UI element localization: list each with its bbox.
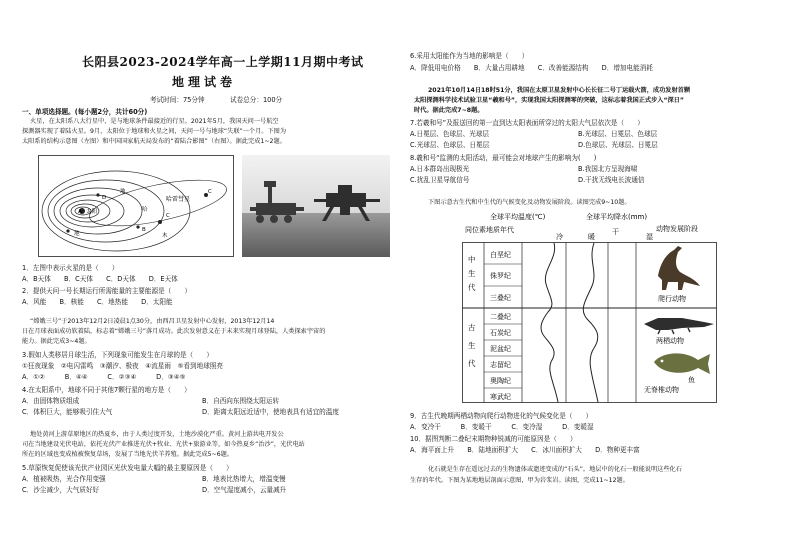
precipitation-curve: [583, 243, 598, 402]
period-label: 侏罗纪: [490, 272, 511, 280]
passage-line: 能力。据此完成3~4题。: [22, 338, 91, 345]
passage-line: 时代。据此完成7~8题。: [414, 107, 484, 114]
question-3-options: A．①② B．④④ C．②③④ D．③④⑤: [22, 373, 186, 381]
intro-line: 火星，在太阳系八大行星中，是与地球条件最接近的行星。2021年5月，我国天问一号航空: [30, 118, 279, 125]
mars-landing-photo: [242, 155, 390, 257]
passage-line: 化石就是生存在遥远过去的生物遗体或遗迹变成的“石头”。地层中的化石一般能说明这些化石: [428, 466, 682, 473]
diagram-label: 哈: [142, 207, 148, 213]
chart-header-rain: 全球平均降水(mm): [586, 213, 648, 221]
period-label: 奥陶纪: [490, 377, 511, 385]
diagram-label: D: [102, 195, 107, 201]
question-4: 4.在太阳系中，地球不同于其他7颗行星的地方是（ ）: [22, 386, 191, 394]
period-label: 白垩纪: [490, 251, 511, 259]
passage-line: 地处黄河上游草原地区的热夏乡，由于人类过度开发，土地沙漠化严重。黄河上游共电开发公: [30, 431, 284, 438]
exam-score: 试卷总分：100分: [230, 96, 283, 104]
diagram-label: C: [208, 189, 212, 195]
question-2-options: A．风能 B．核能 C．地热能 D．太阳能: [22, 298, 173, 306]
diagram-label: 木: [162, 233, 168, 239]
question-5-option-d: D．空气湿度减小，云量减升: [202, 486, 287, 494]
geological-climate-chart: [462, 210, 720, 408]
question-9-options: A．变冷干 B．变暖干 C．变冷湿 D．变暖湿: [410, 423, 594, 431]
period-label: 寒武纪: [490, 393, 511, 401]
question-10: 10．据图判断二叠纪末期物种锐减的可能原因是（ ）: [410, 435, 577, 443]
period-label: 泥盆纪: [490, 345, 511, 353]
chart-header-dry: 干: [612, 228, 619, 236]
era-mesozoic: 中生代: [468, 255, 476, 292]
era-paleozoic: 古生代: [468, 323, 476, 368]
question-5-option-c: C．沙尘减少，大气质好好: [22, 486, 100, 494]
diagram-label: 地: [74, 231, 80, 237]
passage-line: “嫦娥三号”于2013年12月2日凌晨1点30分，由西昌卫星发射中心发射，2013年12月14: [30, 318, 275, 325]
question-1-options: A．B天体 B．C天体 C．D天体 D．E天体: [22, 275, 178, 283]
passage-line: 2021年10月14日18时51分，我国在太原卫星发射中心长长征二号丁运载火箭，成功发射首颗: [428, 87, 691, 94]
question-9: 9．古生代晚期两栖动物向爬行动物进化的气候变化是（ ）: [410, 412, 593, 420]
question-7-option-d: D.色球层、光球层、日冕层: [578, 141, 658, 149]
question-7-option-a: A.日冕层、色球层、光球层: [410, 130, 490, 138]
question-3-items: ①狂夜现象 ②电闪雷鸣 ③潮汐、极夜 ④流星雨 ⑤看到地球照亮: [22, 362, 223, 370]
question-5: 5.草原恢复促使该光伏产业园区光伏发电量大幅的最主要原因是（ ）: [22, 464, 233, 472]
question-10-options: A．海平面上升 B．陆地面积扩大 C．冰川面积扩大 D．物种更丰富: [410, 446, 640, 454]
question-4-option-a: A．由固体物质组成: [22, 397, 80, 405]
intro-line: 太阳系的结构示意图（左图）和中国国家航天局发布的“着陆合影图”（右图）。据此完成1~2题。: [22, 138, 286, 145]
question-6-options: A．降低用电价格 B．大量占用耕地 C．改善能源结构 D．增加电能消耗: [410, 64, 653, 72]
fish-icon: [654, 353, 710, 374]
exam-time: 考试时间：75分钟: [150, 96, 205, 104]
question-1: 1．左图中表示火星的是（ ）: [22, 264, 119, 272]
question-4-option-d: D．距离太阳远近适中，使地表具有适宜的温度: [202, 408, 339, 416]
temperature-curve: [541, 243, 558, 402]
question-8-option-c: C.扰乱卫星导航信号: [410, 176, 470, 184]
exam-title: 长阳县2023-2024学年高一上学期11月期中考试: [82, 55, 364, 69]
passage-line: 司在当地建设光伏电站，依托光伏产业推进光伏+牧业、光伏+旅游业等，如今热夏乡“治沙”，光伏电站: [22, 441, 305, 448]
question-6: 6.采用太阳能作为当地的影响是（ ）: [410, 52, 529, 60]
diagram-label: 地: [120, 189, 126, 195]
passage-line: 所在的区域也变成植被恢复草场，发展了当地光伏羊养殖。据此完成5~6题。: [22, 451, 234, 458]
passage-line: 太阳探测科学技术试验卫星“羲和号”，实现我国太阳探测零的突破，这标志着我国正式步入“深日”: [414, 97, 684, 104]
crocodile-icon: [644, 318, 714, 334]
period-label: 三叠纪: [490, 294, 511, 302]
chart-header-temp: 全球平均温度(℃): [490, 213, 546, 221]
question-8-option-b: B.我国北方呈现海啸: [578, 165, 638, 173]
passage-line: 下图示意古生代和中生代的气候变化及动物发展阶段。读图完成9~10题。: [428, 199, 631, 206]
question-4-option-c: C．体积巨大，能够吸引住大气: [22, 408, 113, 416]
question-4-option-b: B．自西向东围绕太阳运转: [202, 397, 280, 405]
passage-line: 生存的年代。下图为某地地层剖面示意图，甲为岩浆岩。读图，完成11~12题。: [410, 477, 629, 484]
animal-label: 无脊椎动物: [644, 386, 679, 394]
diagram-label: B: [142, 227, 146, 233]
question-8-option-d: D.干扰无线电长波通信: [578, 176, 645, 184]
question-8: 8.羲和号“监测的太阳活动，最可能会对地球产生的影响为( ): [410, 154, 597, 162]
animal-label: 两栖动物: [656, 337, 684, 345]
diagram-label: C: [166, 213, 170, 219]
period-label: 志留纪: [490, 361, 511, 369]
exam-subject: 地理试卷: [172, 75, 237, 89]
diagram-label: 哈雷彗星: [166, 196, 191, 203]
section-heading: 一、单项选择题。(每小题2分，共计60分): [22, 108, 148, 116]
chart-header-era: 同位素地质年代: [465, 226, 514, 234]
question-3: 3.假如人类移居月球生活，下列现象可能发生在月球的是（ ）: [22, 351, 213, 359]
chart-header-warm: 暖: [588, 233, 595, 241]
question-7: 7.若羲和号”及报送回的第一直到达太阳表面所穿过的太阳大气层依次是（ ）: [410, 119, 644, 127]
chart-header-stage: 动物发展阶段: [656, 225, 698, 233]
diagram-label: A: [78, 209, 82, 215]
animal-label: 鱼: [688, 376, 695, 384]
animal-label: 爬行动物: [658, 295, 686, 303]
question-5-option-a: A．植被吸热，光合作用变强: [22, 475, 106, 483]
question-2: 2．提供天问一号长期运行所需能量的主要能源是（ ）: [22, 287, 192, 295]
dinosaur-icon: [658, 246, 700, 290]
chart-header-wet: 湿: [646, 233, 653, 241]
question-8-option-a: A.日本群岛出现极光: [410, 165, 470, 173]
intro-line: 探测器实现了着陆火星。9月，太阳位于地球和火星之间，天问一号与地球“失联”一个月。下图为: [22, 128, 287, 135]
period-label: 二叠纪: [490, 313, 511, 321]
question-7-option-c: C.光球层、色球层、日冕层: [410, 141, 490, 149]
question-5-option-b: B．地表比热增大，增温变慢: [202, 475, 286, 483]
chart-header-cold: 冷: [556, 233, 563, 241]
diagram-label: 太阳: [86, 209, 98, 215]
passage-line: 日在月球表面成功软着陆，标志着“嫦娥三号”落月成功。此次发射意义在于未来实现月球登陆，人类探索宇宙的: [22, 328, 326, 335]
period-label: 石炭纪: [490, 329, 511, 337]
solar-system-diagram: [38, 155, 234, 257]
question-7-option-b: B.光球层、日冕层、色球层: [578, 130, 658, 138]
